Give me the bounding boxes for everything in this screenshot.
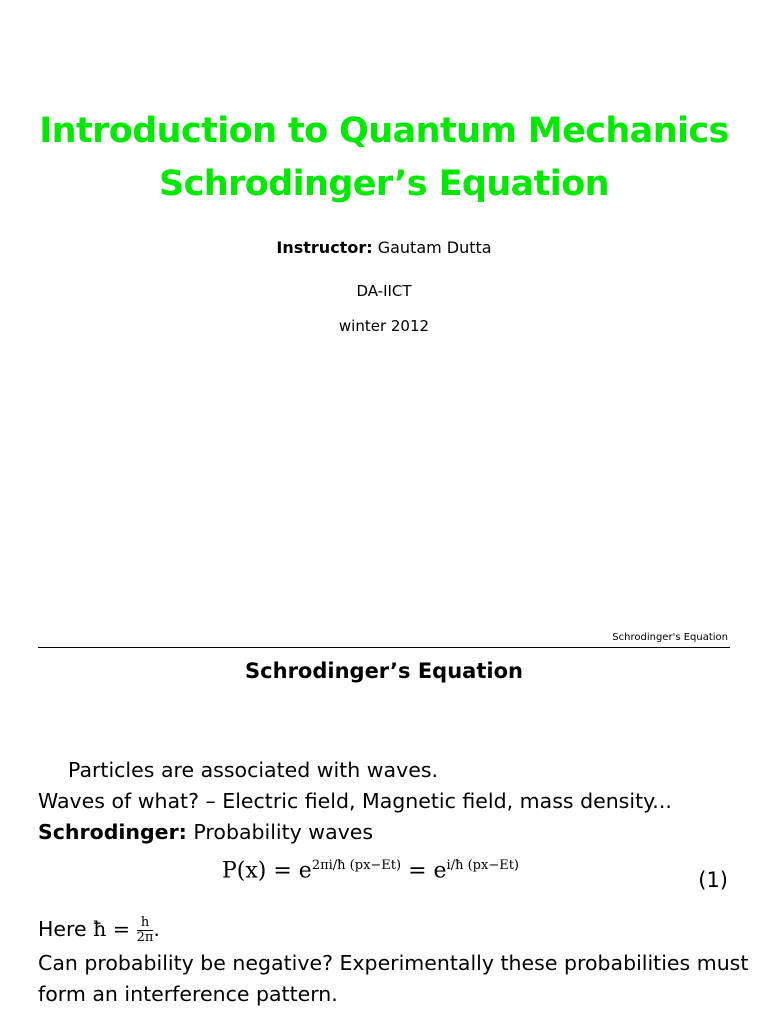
hbar-expression: ħ = xyxy=(93,917,131,941)
fraction-denominator: 2π xyxy=(136,929,154,945)
schrodinger-label: Schrodinger: xyxy=(38,820,187,844)
subtitle: Schrodinger’s Equation xyxy=(159,164,609,204)
instructor-label: Instructor: xyxy=(276,238,373,257)
probability-waves-text: Probability waves xyxy=(193,820,374,844)
slide-title: Schrodinger’s Equation xyxy=(245,659,523,683)
fraction-numerator: h xyxy=(137,916,154,931)
text-line-3 xyxy=(38,817,373,848)
instructor-line xyxy=(0,238,768,257)
slide-header-label: Schrodinger's Equation xyxy=(612,632,728,643)
equation-number: (1) xyxy=(698,868,728,892)
instructor-name: Gautam Dutta xyxy=(377,238,492,257)
text-line-4: Here ħ = $\frac{h}{2\pi}$ . xyxy=(38,914,160,945)
h-over-2pi-fraction xyxy=(137,916,154,945)
header-divider xyxy=(38,647,730,648)
term: winter 2012 xyxy=(338,317,430,335)
text-line-1: Particles are associated with waves. xyxy=(68,758,439,782)
equation-exponent-1: 2πi/ħ (px−Et) xyxy=(311,858,402,873)
text-line-2: Waves of what? – Electric field, Magnetic field, mass density... xyxy=(38,789,672,813)
equation-mid: = e xyxy=(401,858,447,884)
equation-exponent-2: i/ħ (px−Et) xyxy=(446,858,519,873)
main-title: Introduction to Quantum Mechanics xyxy=(39,111,729,151)
text-line-5: Can probability be negative? Experimentally these probabilities must xyxy=(38,951,749,975)
text-line-6: form an interference pattern. xyxy=(38,982,338,1006)
institution: DA-IICT xyxy=(356,282,412,300)
here-text: Here xyxy=(38,917,87,941)
equation xyxy=(222,858,519,883)
equation-lhs: P(x) = e xyxy=(222,858,312,884)
